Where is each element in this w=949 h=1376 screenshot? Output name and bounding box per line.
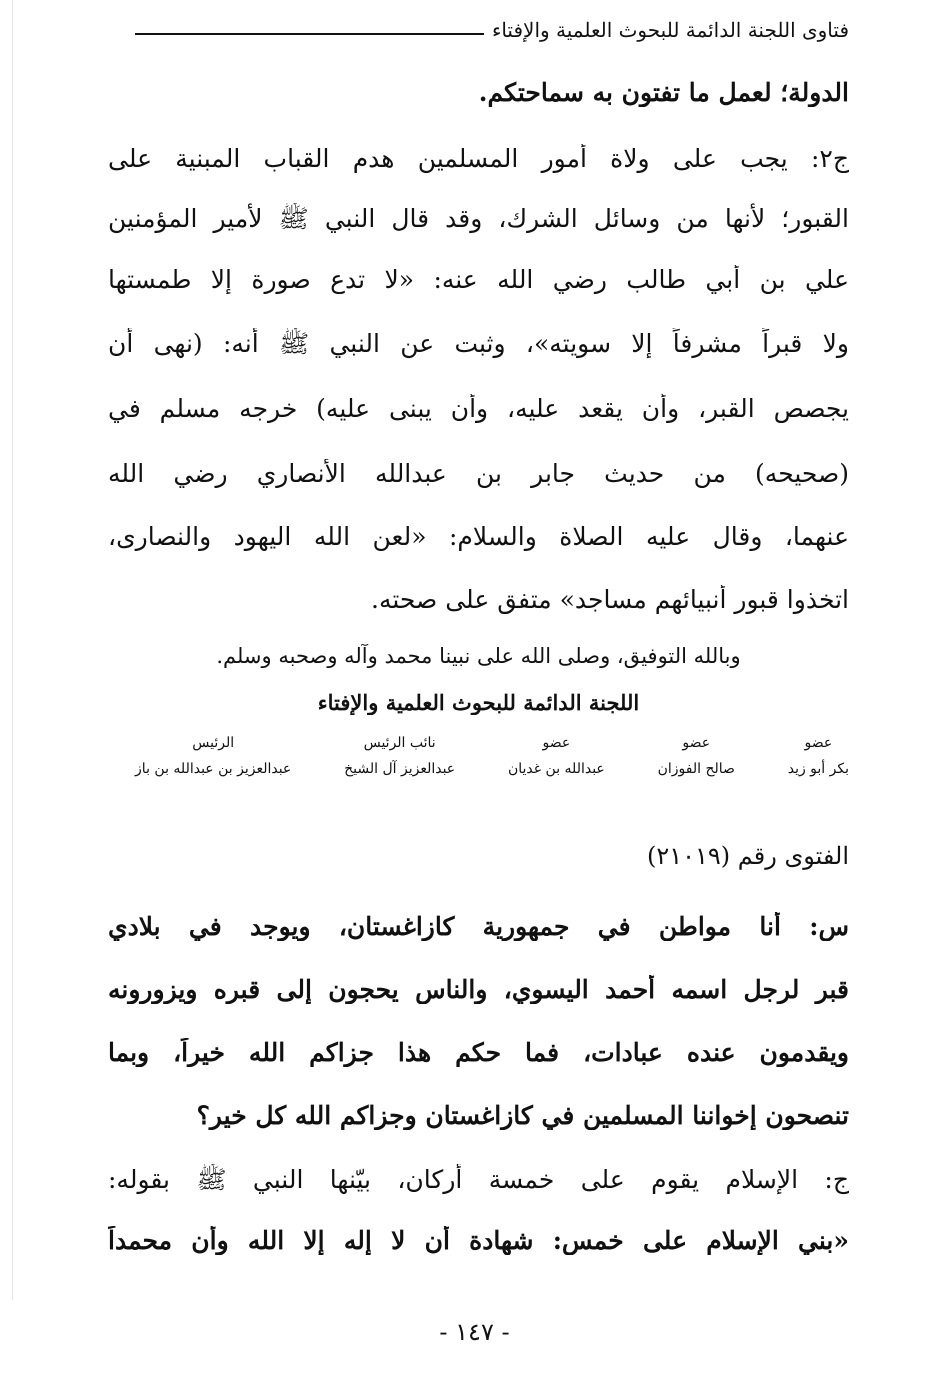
question-line-2: قبر لرجل اسمه أحمد اليسوي، والناس يحجون إلى قبره ويزورونه: [108, 975, 849, 1004]
page-edge-line: [12, 0, 13, 1300]
signatory-role: عضو: [804, 735, 833, 751]
signatory-role: الرئيس: [192, 735, 235, 751]
signatory-name: عبدالعزيز بن عبدالله بن باز: [135, 761, 292, 777]
signatory-role: عضو: [542, 735, 571, 751]
signatory: [508, 735, 605, 777]
answer2-line-5: يجصص القبر، وأن يقعد عليه، وأن يبنى عليه) خرجه مسلم في: [108, 394, 849, 423]
signatory-name: عبدالعزيز آل الشيخ: [344, 761, 456, 777]
header-rule: [135, 33, 484, 35]
answer-line-2: «بني الإسلام على خمس: شهادة أن لا إله إلا الله وأن محمداً: [108, 1226, 849, 1255]
answer2-line-4: ولا قبراً مشرفاً إلا سويته»، وثبت عن النبي ﷺ أنه: (نهى أن: [108, 329, 849, 358]
answer2-line-7: عنهما، وقال عليه الصلاة والسلام: «لعن الله اليهود والنصارى،: [108, 522, 849, 551]
signatory-name: بكر أبو زيد: [787, 761, 849, 777]
committee-title: اللجنة الدائمة للبحوث العلمية والإفتاء: [317, 690, 640, 715]
question-line-1: س: أنا مواطن في جمهورية كازاغستان، ويوجد في بلادي: [108, 912, 849, 941]
answer2-line-6: (صحيحه) من حديث جابر بن عبدالله الأنصاري رضي الله: [108, 459, 849, 488]
answer2-line-0: الدولة؛ لعمل ما تفتون به سماحتكم.: [478, 78, 849, 107]
answer2-line-1: ج٢: يجب على ولاة أمور المسلمين هدم القباب المبنية على: [108, 144, 849, 173]
answer2-line-2: القبور؛ لأنها من وسائل الشرك، وقد قال النبي ﷺ لأمير المؤمنين: [108, 204, 849, 233]
signatory: [788, 735, 849, 777]
signatory-name: صالح الفوزان: [657, 761, 735, 777]
header-title: فتاوى اللجنة الدائمة للبحوث العلمية والإفتاء: [491, 18, 849, 42]
answer-line-1: ج: الإسلام يقوم على خمسة أركان، بيّنها النبي ﷺ بقوله:: [108, 1165, 849, 1194]
question-line-3: ويقدمون عنده عبادات، فما حكم هذا جزاكم الله خيراً، وبما: [108, 1038, 849, 1067]
signatory-name: عبدالله بن غديان: [507, 761, 605, 777]
signatory-role: نائب الرئيس: [363, 735, 436, 751]
signatories: [135, 735, 849, 777]
signatory-role: عضو: [682, 735, 711, 751]
answer2-line-3: علي بن أبي طالب رضي الله عنه: «لا تدع صورة إلا طمستها: [108, 265, 849, 294]
running-header: [135, 18, 849, 42]
closing-line: وبالله التوفيق، وصلى الله على نبينا محمد وآله وصحبه وسلم.: [216, 644, 741, 668]
signatory: [344, 735, 455, 777]
question-line-4: تنصحون إخواننا المسلمين في كازاغستان وجزاكم الله كل خير؟: [196, 1101, 849, 1130]
answer2-line-8: اتخذوا قبور أنبيائهم مساجد» متفق على صحته.: [371, 585, 849, 614]
page-number: - ١٤٧ -: [439, 1318, 510, 1346]
signatory: [135, 735, 291, 777]
signatory: [658, 735, 735, 777]
fatwa-number: الفتوى رقم (٢١٠١٩): [646, 842, 849, 870]
